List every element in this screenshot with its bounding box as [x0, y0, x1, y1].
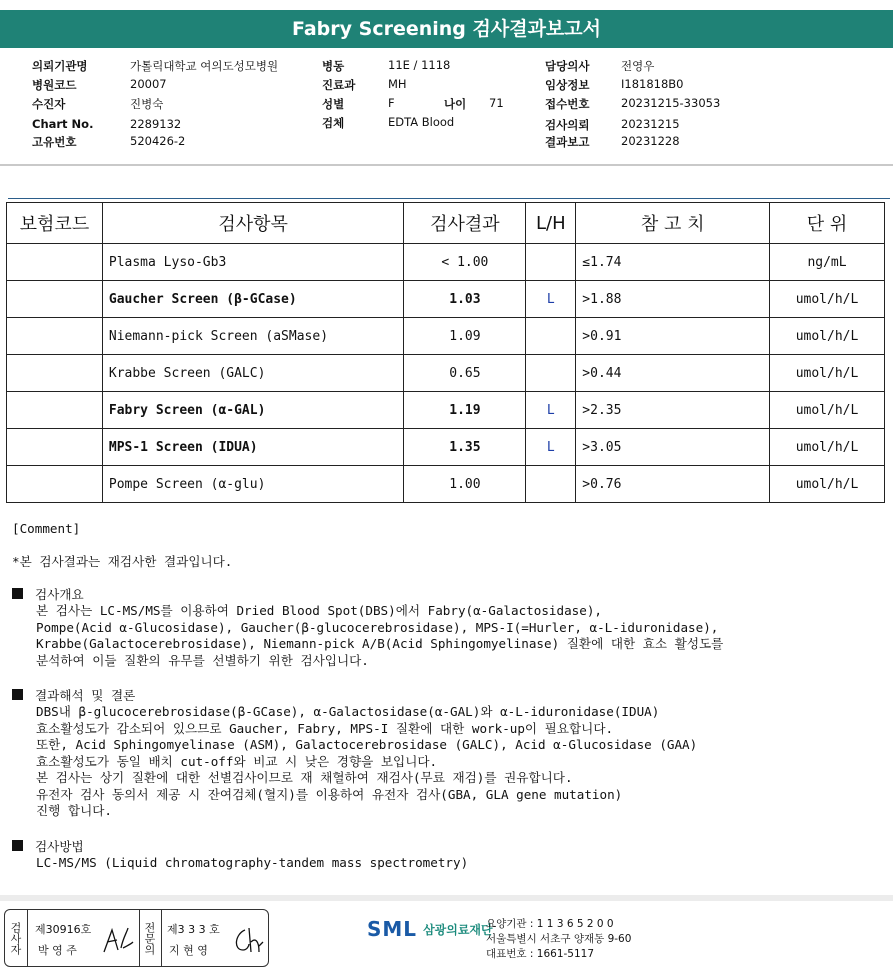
- comment-line: DBS내 β-glucocerebrosidase(β-GCase), α-Galactosidase(α-GAL)와 α-L-iduronidase(IDUA): [36, 704, 660, 719]
- cell-result: 1.19: [404, 392, 526, 429]
- technician-license: 제30916호: [35, 923, 92, 936]
- comment-line: 분석하여 이들 질환의 유무를 선별하기 위한 검사입니다.: [36, 652, 369, 668]
- bullet-square-icon: [12, 689, 23, 700]
- cell-result: 1.03: [404, 281, 526, 318]
- patient-info-panel: [0, 48, 893, 166]
- header-insurance-code: 보험코드: [7, 203, 103, 244]
- bullet-square-icon: [12, 840, 23, 851]
- sml-logo: [367, 917, 493, 941]
- comment-section-title: [12, 584, 882, 603]
- comment-line: Krabbe(Galactocerebrosidase), Niemann-pick A/B(Acid Sphingomyelinase) 질환에 대한 효소 활성도를: [36, 636, 724, 651]
- signature-divider: [27, 910, 28, 966]
- label-sex: 성별: [322, 97, 345, 111]
- comment-line: 유전자 검사 동의서 제공 시 잔여검체(혈지)를 이용하여 유전자 검사(GBA, GLA gene mutation): [36, 786, 623, 802]
- signature-divider: [139, 910, 140, 966]
- label-hospital-code: 병원코드: [32, 78, 77, 92]
- cell-lh: [526, 355, 576, 392]
- cell-reference: >1.88: [576, 281, 770, 318]
- cell-lh: L: [526, 392, 576, 429]
- table-row: [7, 281, 885, 318]
- comment-line: 진행 합니다.: [36, 803, 112, 818]
- label-department: 진료과: [322, 78, 356, 92]
- cell-insurance-code: [7, 466, 103, 503]
- org-address: 서울특별시 서초구 양재동 9-60: [486, 933, 632, 945]
- header-result: 검사결과: [404, 203, 526, 244]
- label-requesting-institution: 의뢰기관명: [32, 59, 88, 73]
- specialist-name: 지 현 영: [169, 944, 208, 957]
- org-code: 요양기관 : 1 1 3 6 5 2 0 0: [486, 918, 614, 930]
- table-row: [7, 392, 885, 429]
- logo-name: 삼광의료재단: [423, 922, 493, 937]
- cell-reference: >0.44: [576, 355, 770, 392]
- cell-unit: umol/h/L: [770, 466, 885, 503]
- comment-line: 또한, Acid Sphingomyelinase (ASM), Galactocerebrosidase (GALC), Acid α-Glucosidase (GAA): [36, 737, 698, 752]
- cell-test-item: Krabbe Screen (GALC): [102, 355, 404, 392]
- value-patient-name: 진병숙: [130, 97, 164, 111]
- value-request-date: 20231215: [621, 117, 680, 131]
- table-row: [7, 244, 885, 281]
- cell-insurance-code: [7, 244, 103, 281]
- section-title-text: 검사방법: [35, 838, 84, 854]
- value-department: MH: [388, 77, 407, 91]
- signature-box: [4, 909, 269, 967]
- label-request-date: 검사의뢰: [545, 118, 590, 132]
- header-lh: L/H: [526, 203, 576, 244]
- label-ward: 병동: [322, 59, 345, 73]
- value-physician: 전영우: [621, 59, 655, 73]
- cell-result: 1.09: [404, 318, 526, 355]
- cell-unit: umol/h/L: [770, 318, 885, 355]
- technician-name: 박 영 주: [38, 944, 77, 957]
- results-body: [7, 244, 885, 503]
- cell-test-item: Fabry Screen (α-GAL): [102, 392, 404, 429]
- label-chart-no: Chart No.: [32, 117, 94, 131]
- cell-insurance-code: [7, 355, 103, 392]
- header-test-item: 검사항목: [102, 203, 404, 244]
- comment-section-title: [12, 685, 882, 704]
- comment-note: *본 검사결과는 재검사한 결과입니다.: [12, 553, 233, 569]
- value-accession-no: 20231215-33053: [621, 96, 721, 110]
- cell-insurance-code: [7, 281, 103, 318]
- table-row: [7, 355, 885, 392]
- label-age: 나이: [444, 97, 467, 111]
- value-report-date: 20231228: [621, 134, 680, 148]
- value-sex: F: [388, 96, 395, 110]
- cell-insurance-code: [7, 429, 103, 466]
- cell-lh: [526, 244, 576, 281]
- section-divider: [8, 198, 890, 199]
- comment-line: Pompe(Acid α-Glucosidase), Gaucher(β-glucocerebrosidase), MPS-I(=Hurler, α-L-iduronidase),: [36, 619, 719, 635]
- comment-section-title: [12, 836, 882, 855]
- table-row: [7, 318, 885, 355]
- signature-role-technician: 검사자: [9, 921, 22, 955]
- value-specimen: EDTA Blood: [388, 115, 455, 129]
- cell-test-item: Plasma Lyso-Gb3: [102, 244, 404, 281]
- cell-unit: umol/h/L: [770, 355, 885, 392]
- cell-result: 0.65: [404, 355, 526, 392]
- label-specimen: 검체: [322, 116, 345, 130]
- organization-info: [486, 917, 631, 962]
- cell-reference: ≤1.74: [576, 244, 770, 281]
- cell-lh: L: [526, 429, 576, 466]
- cell-lh: L: [526, 281, 576, 318]
- cell-lh: [526, 466, 576, 503]
- label-accession-no: 접수번호: [545, 97, 590, 111]
- cell-unit: umol/h/L: [770, 392, 885, 429]
- label-report-date: 결과보고: [545, 135, 590, 149]
- comment-area: [12, 521, 882, 871]
- logo-mark: SML: [367, 917, 418, 941]
- comment-line: 본 검사는 상기 질환에 대한 선별검사이므로 재 채혈하여 재검사(무료 재검)를 권유합니다.: [36, 770, 573, 785]
- cell-unit: umol/h/L: [770, 429, 885, 466]
- cell-reference: >2.35: [576, 392, 770, 429]
- signature-divider: [161, 910, 162, 966]
- cell-test-item: MPS-1 Screen (IDUA): [102, 429, 404, 466]
- cell-reference: >0.76: [576, 466, 770, 503]
- bullet-square-icon: [12, 588, 23, 599]
- comment-line: 효소활성도가 감소되어 있으므로 Gaucher, Fabry, MPS-I 질환에 대한 work-up이 필요합니다.: [36, 720, 614, 736]
- results-header-row: [7, 203, 885, 244]
- value-clinical-info: I181818B0: [621, 77, 684, 91]
- cell-unit: umol/h/L: [770, 281, 885, 318]
- cell-reference: >3.05: [576, 429, 770, 466]
- comment-line: LC-MS/MS (Liquid chromatography-tandem mass spectrometry): [36, 854, 469, 870]
- cell-test-item: Pompe Screen (α-glu): [102, 466, 404, 503]
- header-reference: 참 고 치: [576, 203, 770, 244]
- comment-heading: [Comment]: [12, 521, 81, 536]
- section-title-text: 검사개요: [35, 587, 84, 602]
- value-unique-id: 520426-2: [130, 134, 186, 148]
- cell-result: 1.35: [404, 429, 526, 466]
- value-age: 71: [489, 96, 504, 110]
- org-phone: 대표번호 : 1661-5117: [486, 948, 595, 960]
- cell-insurance-code: [7, 318, 103, 355]
- cell-test-item: Niemann-pick Screen (aSMase): [102, 318, 404, 355]
- cell-result: < 1.00: [404, 244, 526, 281]
- cell-lh: [526, 318, 576, 355]
- label-patient-name: 수진자: [32, 97, 66, 111]
- label-physician: 담당의사: [545, 59, 590, 73]
- specialist-signature: [231, 924, 265, 956]
- table-row: [7, 429, 885, 466]
- technician-signature: [101, 924, 135, 956]
- label-clinical-info: 임상정보: [545, 78, 590, 92]
- section-title-text: 결과해석 및 결론: [35, 688, 136, 703]
- footer-divider: [0, 895, 893, 901]
- results-table: [6, 202, 885, 503]
- comment-sections: [12, 584, 882, 871]
- value-requesting-institution: 가톨릭대학교 여의도성모병원: [130, 59, 279, 73]
- label-unique-id: 고유번호: [32, 135, 77, 149]
- comment-line: 효소활성도가 동일 배치 cut-off와 비교 시 낮은 경향을 보입니다.: [36, 753, 438, 769]
- table-row: [7, 466, 885, 503]
- report-title: Fabry Screening 검사결과보고서: [0, 10, 893, 48]
- value-chart-no: 2289132: [130, 117, 182, 131]
- cell-test-item: Gaucher Screen (β-GCase): [102, 281, 404, 318]
- cell-result: 1.00: [404, 466, 526, 503]
- value-hospital-code: 20007: [130, 77, 167, 91]
- specialist-license: 제3 3 3 호: [167, 923, 220, 936]
- value-ward: 11E / 1118: [388, 58, 451, 72]
- comment-line: 본 검사는 LC-MS/MS를 이용하여 Dried Blood Spot(DBS)에서 Fabry(α-Galactosidase),: [36, 603, 602, 618]
- cell-reference: >0.91: [576, 318, 770, 355]
- cell-insurance-code: [7, 392, 103, 429]
- signature-role-specialist: 전문의: [143, 921, 156, 955]
- cell-unit: ng/mL: [770, 244, 885, 281]
- header-unit: 단 위: [770, 203, 885, 244]
